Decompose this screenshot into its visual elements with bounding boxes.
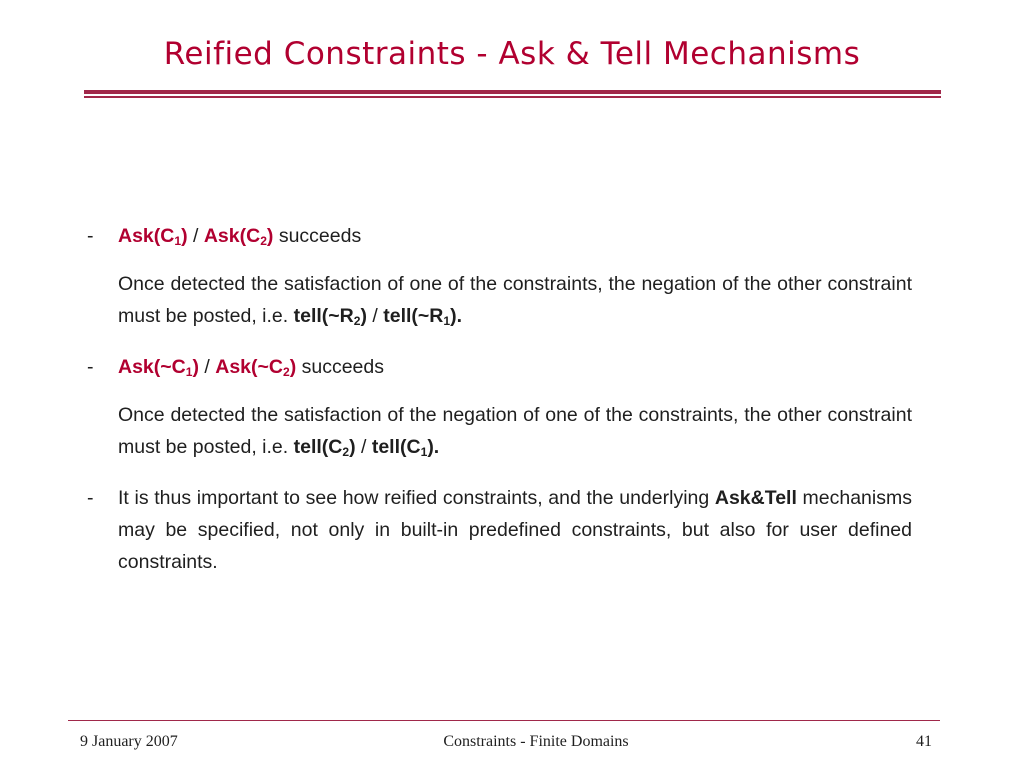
bullet-text-before: It is thus important to see how reified constraints, and the underlying	[118, 487, 715, 509]
tell-term: tell(~R	[293, 305, 354, 327]
ask-term: Ask(C	[203, 225, 261, 247]
ask-subscript: 2	[260, 234, 267, 248]
slide-title: Reified Constraints - Ask & Tell Mechanisms	[163, 36, 861, 72]
ask-term: Ask(~C	[118, 356, 186, 378]
tell-term-close: ).	[450, 305, 463, 327]
footer-page-number: 41	[916, 733, 932, 750]
slide-body	[84, 220, 912, 578]
footer-divider	[68, 720, 940, 721]
bullet-suffix: succeeds	[273, 225, 362, 247]
ask-term-close: )	[192, 356, 199, 378]
tell-term-close: )	[349, 436, 356, 458]
ask-term-close: )	[181, 225, 188, 247]
bullet-text	[118, 482, 912, 578]
bullet-dash: -	[87, 356, 94, 378]
tell-term: tell(~R	[383, 305, 444, 327]
bullet-suffix: succeeds	[296, 356, 385, 378]
ask-term-close: )	[266, 225, 274, 247]
bullet-ask-tell-importance	[84, 482, 912, 578]
separator: /	[187, 225, 204, 247]
ask-subscript: 2	[282, 365, 290, 379]
bullet-text-after: mechanisms may be specified, not only in built-in predefined constraints, but also for user defined constraints.	[118, 487, 912, 573]
paragraph-text: Once detected the satisfaction of the negation of one of the constraints, the other constraint must be posted, i.e.	[118, 404, 912, 458]
bullet-heading	[118, 351, 912, 383]
bullet-heading	[118, 220, 912, 252]
separator: /	[355, 436, 372, 458]
ask-tell-term: Ask&Tell	[714, 487, 797, 509]
paragraph-text: Once detected the satisfaction of one of the constraints, the negation of the other constraint must be posted, i.e.	[118, 273, 912, 327]
tell-subscript: 1	[420, 445, 428, 459]
footer-date: 9 January 2007	[80, 733, 178, 750]
footer-course-title: Constraints - Finite Domains	[443, 733, 629, 750]
title-underline-thin	[84, 96, 941, 98]
bullet-dash: -	[87, 487, 94, 509]
ask-term: Ask(C	[118, 225, 175, 247]
title-underline-thick	[84, 90, 941, 94]
tell-term-close: ).	[427, 436, 440, 458]
explanation-paragraph	[118, 268, 912, 332]
ask-subscript: 1	[174, 234, 182, 248]
separator: /	[198, 356, 216, 378]
tell-term: tell(C	[293, 436, 343, 458]
separator: /	[366, 305, 384, 327]
explanation-paragraph	[118, 399, 912, 463]
tell-subscript: 2	[353, 314, 361, 328]
bullet-ask-c	[84, 220, 912, 252]
ask-term-close: )	[289, 356, 297, 378]
bullet-ask-not-c	[84, 351, 912, 383]
ask-term: Ask(~C	[215, 356, 283, 378]
tell-term: tell(C	[371, 436, 421, 458]
tell-subscript: 2	[342, 445, 350, 459]
ask-subscript: 1	[185, 365, 193, 379]
bullet-dash: -	[87, 225, 94, 247]
tell-term-close: )	[360, 305, 367, 327]
tell-subscript: 1	[443, 314, 451, 328]
